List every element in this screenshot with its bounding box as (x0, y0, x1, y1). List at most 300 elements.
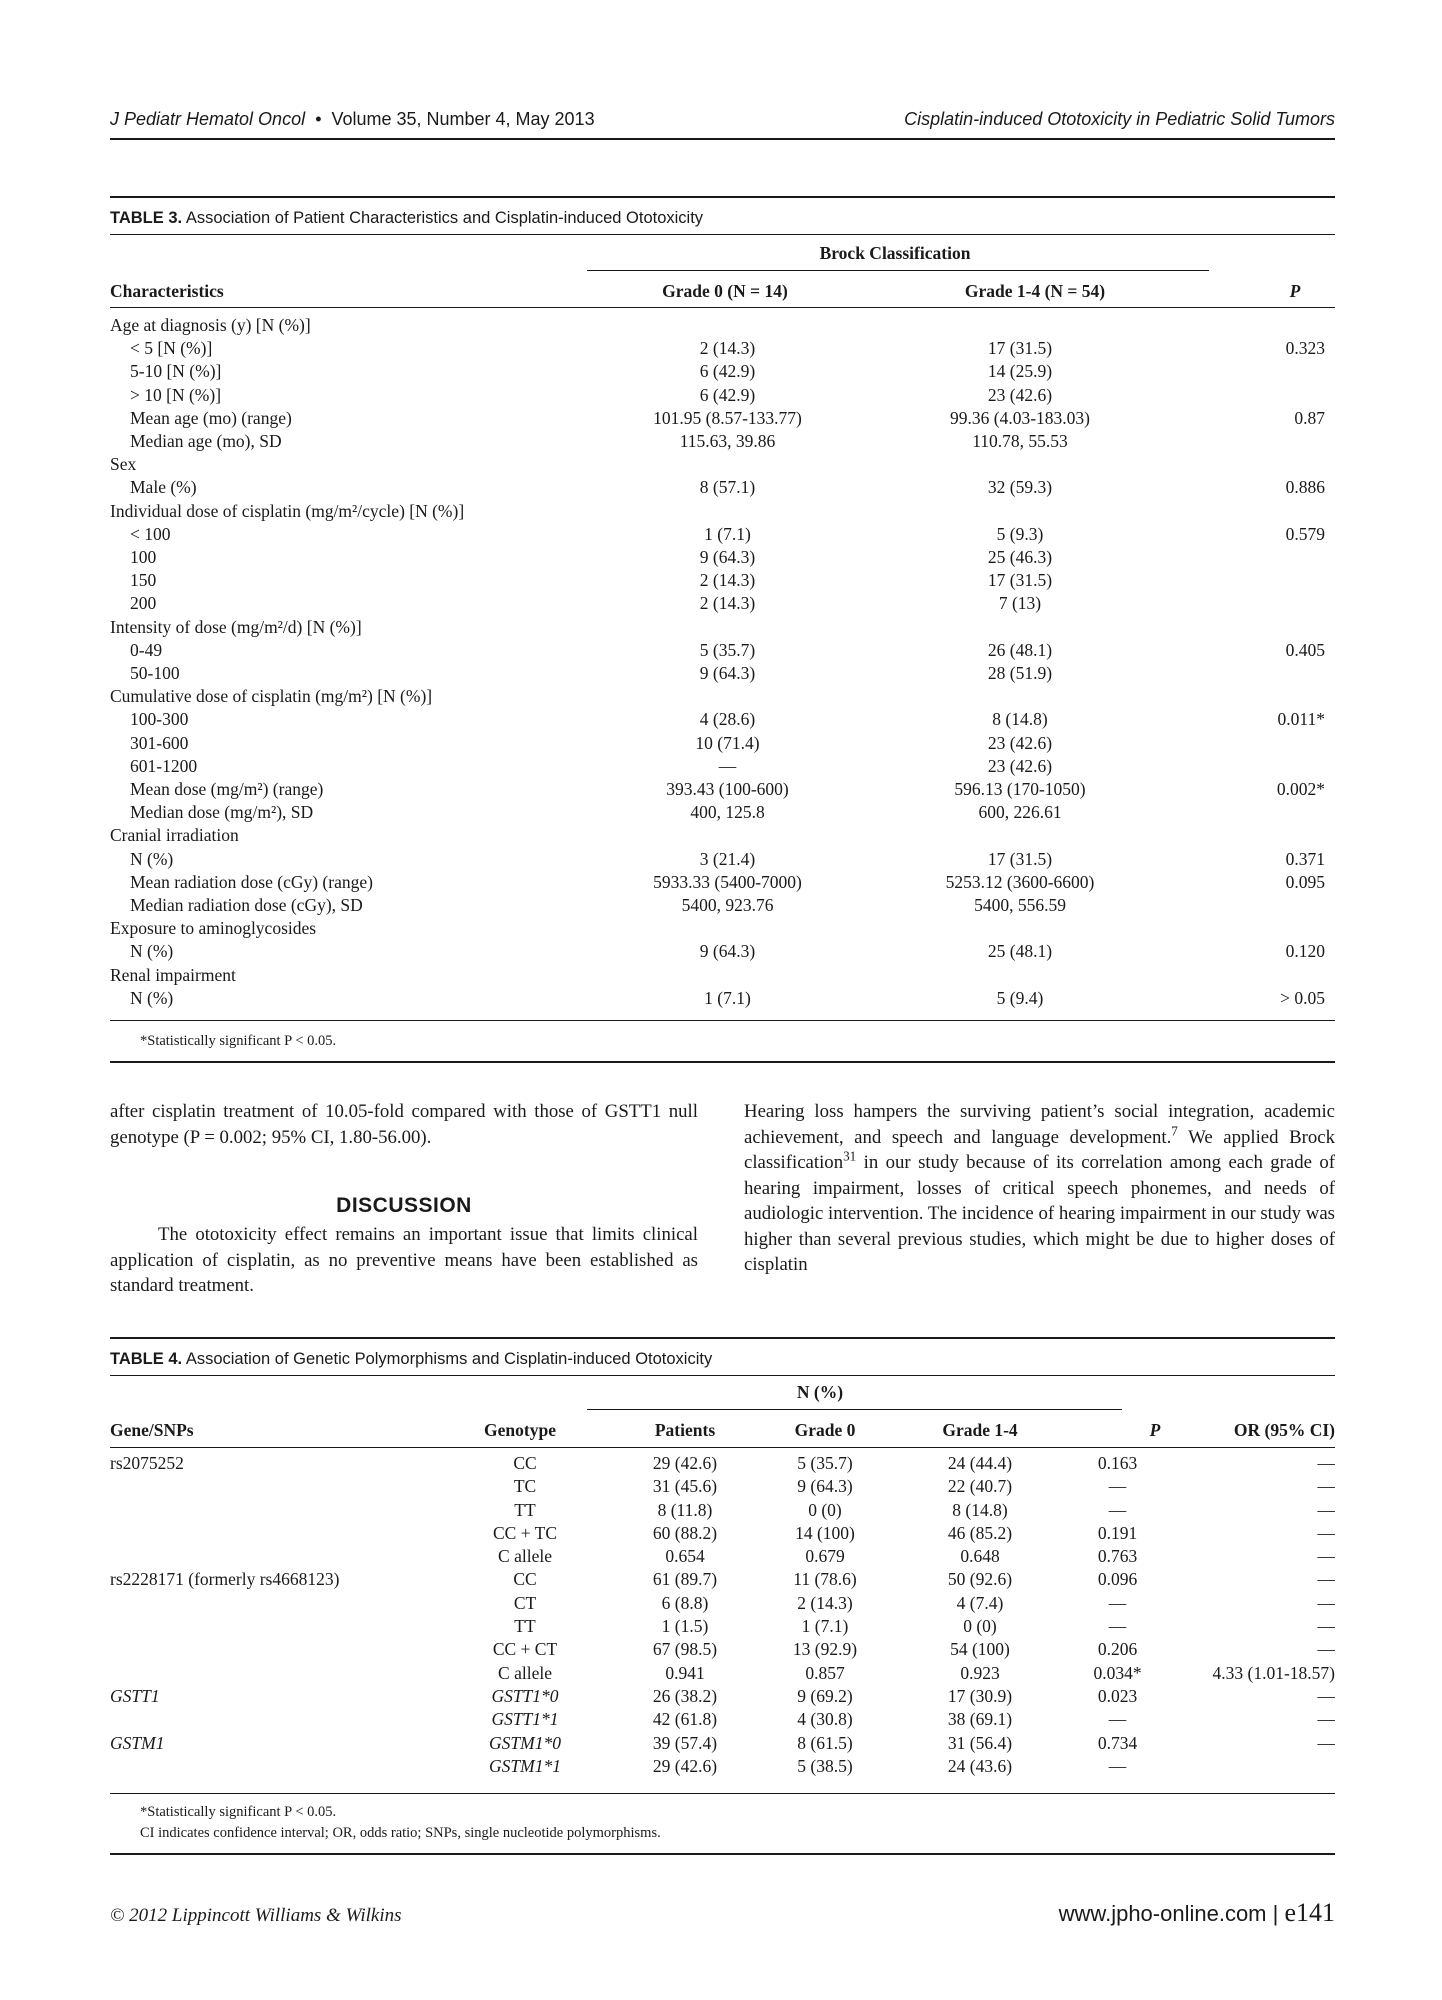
patients-value: 6 (8.8) (661, 1592, 709, 1613)
table4-body (110, 1452, 1335, 1778)
discussion-paragraph (110, 1222, 698, 1299)
p-value: 0.191 (1097, 1522, 1138, 1543)
genotype: GSTT1*0 (491, 1685, 559, 1706)
p-value (1175, 801, 1335, 824)
p-value (1175, 314, 1335, 337)
grade0-value: 9 (64.3) (699, 547, 756, 568)
row-label: N (%) (130, 848, 174, 869)
table3-row (110, 314, 1335, 337)
genotype: CC (513, 1453, 537, 1473)
gene-name (110, 1638, 440, 1661)
table4-group-header: N (%) (796, 1382, 844, 1402)
table4-col-p: P (1149, 1420, 1161, 1440)
table3-row (110, 662, 1335, 685)
p-value (1175, 732, 1335, 755)
row-label: Cranial irradiation (110, 825, 239, 846)
grade0-value (590, 500, 865, 523)
gene-name (110, 1545, 440, 1568)
grade14-value: 24 (44.4) (947, 1453, 1013, 1473)
table3-group-rule (587, 270, 1209, 271)
gene-name: rs2228171 (formerly rs4668123) (110, 1569, 340, 1590)
discussion-heading: DISCUSSION (336, 1194, 472, 1217)
table3-row (110, 848, 1335, 871)
table4-row (110, 1522, 1335, 1545)
p-value: — (1108, 1709, 1127, 1730)
table4-header-rule (110, 1447, 1335, 1448)
table3-row (110, 964, 1335, 987)
hearing-text-b: We applied Brock classification (744, 1126, 1335, 1173)
table3-row (110, 407, 1335, 430)
genotype: TC (513, 1476, 537, 1497)
citation-7: 7 (1171, 1123, 1178, 1139)
table4-row (110, 1662, 1335, 1685)
grade14-value (865, 824, 1175, 847)
hearing-text-a: Hearing loss hampers the surviving patient’s social integration, academic achievement, and speech and language development. (744, 1101, 1335, 1148)
table3-row (110, 732, 1335, 755)
p-value: 0.096 (1097, 1569, 1138, 1590)
patients-value: 8 (11.8) (657, 1499, 713, 1520)
genotype: CC + CT (492, 1639, 558, 1660)
table3-caption (110, 209, 703, 228)
table3-col-grade14: Grade 1-4 (N = 54) (964, 281, 1106, 301)
row-label: Male (%) (130, 477, 197, 498)
patients-value: 1 (1.5) (661, 1616, 709, 1637)
p-value (1175, 384, 1335, 407)
p-value: 0.011* (1277, 709, 1325, 730)
p-value (1175, 616, 1335, 639)
table4-row (110, 1545, 1335, 1568)
patients-value: 31 (45.6) (652, 1476, 718, 1497)
table3-row (110, 616, 1335, 639)
grade14-value: 99.36 (4.03-183.03) (950, 407, 1090, 428)
grade0-value: 0.679 (805, 1546, 845, 1567)
p-value: 0.002* (1276, 779, 1325, 800)
grade0-value (590, 453, 865, 476)
row-label: Exposure to aminoglycosides (110, 918, 317, 939)
table3-row (110, 778, 1335, 801)
table3-group-header: Brock Classification (819, 243, 971, 263)
row-label: 5-10 [N (%)] (130, 361, 222, 382)
p-value (1175, 592, 1335, 615)
table3-header-rule (110, 307, 1335, 308)
table4-row (110, 1499, 1335, 1522)
table4-row (110, 1452, 1335, 1475)
p-value (1175, 430, 1335, 453)
table3-row (110, 685, 1335, 708)
p-value: 0.371 (1285, 848, 1325, 869)
row-label: Median radiation dose (cGy), SD (130, 895, 363, 916)
row-label: Cumulative dose of cisplatin (mg/m²) [N (%)] (110, 686, 433, 707)
table3-row (110, 755, 1335, 778)
row-label: 200 (130, 593, 157, 614)
p-value (1175, 546, 1335, 569)
row-label: Mean dose (mg/m²) (range) (130, 779, 324, 800)
grade0-value: 5933.33 (5400-7000) (653, 871, 802, 892)
table3-row (110, 824, 1335, 847)
table3-row (110, 801, 1335, 824)
p-value (1175, 755, 1335, 778)
table4-row (110, 1592, 1335, 1615)
grade0-value: 9 (64.3) (699, 663, 756, 684)
grade14-value: 50 (92.6) (947, 1569, 1013, 1590)
odds-ratio: — (1317, 1522, 1335, 1543)
grade0-value: 115.63, 39.86 (679, 431, 776, 452)
grade0-value: 2 (14.3) (699, 338, 756, 359)
grade0-value: 8 (61.5) (797, 1732, 853, 1753)
table3-row (110, 546, 1335, 569)
p-value: > 0.05 (1280, 987, 1325, 1008)
odds-ratio: — (1317, 1546, 1335, 1567)
grade0-value: 3 (21.4) (699, 848, 756, 869)
genotype: TT (514, 1616, 536, 1637)
grade14-value: 0 (0) (963, 1616, 997, 1637)
genotype: C allele (498, 1546, 552, 1567)
grade14-value: 17 (31.5) (987, 338, 1053, 359)
row-label: 601-1200 (130, 755, 198, 776)
patients-value: 61 (89.7) (652, 1569, 718, 1590)
table3-row (110, 453, 1335, 476)
grade0-value (590, 314, 865, 337)
p-value: — (1108, 1592, 1127, 1613)
row-label: Renal impairment (110, 964, 236, 985)
grade0-value: 5 (35.7) (797, 1453, 853, 1473)
row-label: Intensity of dose (mg/m²/d) [N (%)] (110, 616, 362, 637)
patients-value: 0.654 (665, 1546, 705, 1567)
grade14-value: 5 (9.3) (996, 523, 1044, 544)
genotype: GSTM1*0 (489, 1732, 561, 1753)
odds-ratio: 4.33 (1.01-18.57) (1212, 1662, 1335, 1683)
grade14-value: 0.648 (960, 1546, 1000, 1567)
p-value: — (1108, 1616, 1127, 1637)
row-label: Median dose (mg/m²), SD (130, 802, 314, 823)
grade0-value: 10 (71.4) (695, 732, 760, 753)
table3-row (110, 476, 1335, 499)
patients-value: 29 (42.6) (652, 1453, 718, 1473)
table3-row (110, 894, 1335, 917)
grade14-value (865, 616, 1175, 639)
results-paragraph-end: after cisplatin treatment of 10.05-fold compared with those of GSTT1 null genotype (P = 0.002; 95% CI, 1.80-56.00). (110, 1101, 698, 1148)
p-value (1175, 662, 1335, 685)
table4-group-rule (587, 1409, 1122, 1410)
row-label: Age at diagnosis (y) [N (%)] (110, 315, 311, 335)
odds-ratio: — (1317, 1685, 1335, 1706)
table3-body (110, 314, 1335, 1010)
row-label: N (%) (130, 941, 174, 962)
journal-name: J Pediatr Hematol Oncol (110, 109, 306, 129)
gene-name (110, 1499, 440, 1522)
table4-row (110, 1475, 1335, 1498)
grade0-value (590, 824, 865, 847)
p-value: 0.023 (1097, 1685, 1138, 1706)
table4-row (110, 1755, 1335, 1778)
genotype: TT (514, 1499, 536, 1520)
table4-col-grade14: Grade 1-4 (942, 1420, 1018, 1440)
p-value (1175, 824, 1335, 847)
table3-caption-text: Association of Patient Characteristics and Cisplatin-induced Ototoxicity (185, 209, 704, 227)
genotype: C allele (498, 1662, 552, 1683)
p-value: 0.87 (1294, 407, 1325, 428)
p-value: 0.034* (1093, 1662, 1142, 1683)
gene-name (110, 1615, 440, 1638)
row-label: Sex (110, 454, 137, 475)
grade14-value: 110.78, 55.53 (972, 431, 1068, 452)
grade14-value: 0.923 (960, 1662, 1000, 1683)
website-link[interactable]: www.jpho-online.com | (1058, 1901, 1285, 1926)
grade14-value: 600, 226.61 (978, 802, 1062, 823)
grade0-value (590, 616, 865, 639)
grade14-value (865, 453, 1175, 476)
grade14-value: 596.13 (170-1050) (954, 779, 1086, 800)
grade0-value: 8 (57.1) (699, 477, 756, 498)
grade14-value: 24 (43.6) (947, 1755, 1013, 1776)
grade0-value: 1 (7.1) (704, 987, 751, 1008)
p-value: 0.579 (1285, 523, 1325, 544)
genotype: GSTT1*1 (491, 1709, 559, 1730)
odds-ratio: — (1317, 1499, 1335, 1520)
grade0-value: 101.95 (8.57-133.77) (653, 407, 802, 428)
genotype: CC + TC (492, 1522, 557, 1543)
grade14-value: 32 (59.3) (987, 477, 1053, 498)
table4-caption (110, 1350, 712, 1369)
odds-ratio: — (1317, 1453, 1335, 1473)
p-value: 0.886 (1285, 477, 1325, 498)
table4-footnote-significance: *Statistically significant P < 0.05. (140, 1804, 337, 1820)
grade14-value (865, 500, 1175, 523)
header-rule (110, 138, 1335, 140)
row-label: Mean radiation dose (cGy) (range) (130, 871, 373, 892)
odds-ratio: — (1317, 1709, 1335, 1730)
grade14-value (865, 964, 1175, 987)
table4-row (110, 1708, 1335, 1731)
citation-31: 31 (843, 1148, 857, 1164)
volume-info: Volume 35, Number 4, May 2013 (331, 109, 595, 129)
p-value (1175, 500, 1335, 523)
page-number: e141 (1284, 1898, 1335, 1927)
table4-col-genotype: Genotype (484, 1420, 556, 1440)
grade14-value: 17 (31.5) (987, 848, 1053, 869)
grade0-value: 14 (100) (795, 1522, 855, 1543)
table3-row (110, 940, 1335, 963)
patients-value: 39 (57.4) (652, 1732, 718, 1753)
genotype: CC (513, 1569, 537, 1590)
grade0-value: 1 (7.1) (801, 1616, 849, 1637)
copyright-notice: © 2012 Lippincott Williams & Wilkins (110, 1905, 402, 1926)
table4-footnote-abbrev: CI indicates confidence interval; OR, odds ratio; SNPs, single nucleotide polymorphisms. (140, 1825, 661, 1841)
table3-rows (110, 314, 1335, 1010)
odds-ratio: — (1317, 1639, 1335, 1660)
grade0-value: 1 (7.1) (704, 523, 751, 544)
footer-right (1059, 1898, 1335, 1928)
p-value (1175, 685, 1335, 708)
grade0-value: 9 (64.3) (699, 941, 756, 962)
row-label: 100 (130, 547, 157, 568)
row-label: N (%) (130, 987, 174, 1008)
patients-value: 29 (42.6) (652, 1755, 718, 1776)
gene-name: GSTT1 (110, 1685, 160, 1706)
grade14-value: 5253.12 (3600-6600) (945, 871, 1095, 892)
odds-ratio: — (1317, 1616, 1335, 1637)
table3-end-rule (110, 1061, 1335, 1063)
row-label: Individual dose of cisplatin (mg/m²/cycle) [N (%)] (110, 500, 465, 521)
p-value (1175, 453, 1335, 476)
grade14-value: 14 (25.9) (987, 361, 1053, 382)
row-label: < 100 (130, 523, 171, 544)
grade14-value: 5400, 556.59 (974, 895, 1066, 916)
grade0-value: 5400, 923.76 (681, 895, 774, 916)
table4-row (110, 1638, 1335, 1661)
row-label: < 5 [N (%)] (130, 338, 213, 359)
grade0-value: 0 (0) (808, 1499, 842, 1520)
row-label: 0-49 (130, 639, 163, 660)
hearing-loss-paragraph (744, 1099, 1335, 1278)
grade14-value: 23 (42.6) (987, 384, 1053, 405)
grade14-value: 22 (40.7) (947, 1476, 1013, 1497)
grade14-value: 23 (42.6) (987, 732, 1053, 753)
p-value: 0.163 (1097, 1453, 1138, 1473)
discussion-paragraph-text: The ototoxicity effect remains an important issue that limits clinical application of cisplatin, as no preventive means have been established as standard treatment. (110, 1224, 698, 1296)
p-value: 0.763 (1097, 1546, 1138, 1567)
table4-col-grade0: Grade 0 (794, 1420, 856, 1440)
table3-col-grade0: Grade 0 (N = 14) (662, 281, 788, 301)
table4-col-gene: Gene/SNPs (110, 1420, 194, 1440)
grade14-value (865, 314, 1175, 337)
gene-name (110, 1475, 440, 1498)
row-label: > 10 [N (%)] (130, 384, 222, 405)
grade14-value: 5 (9.4) (996, 987, 1044, 1008)
running-header-left (110, 109, 595, 130)
grade0-value: 2 (14.3) (699, 570, 756, 591)
odds-ratio: — (1317, 1569, 1335, 1590)
right-column (744, 1099, 1335, 1278)
gene-name (110, 1592, 440, 1615)
table3-row (110, 337, 1335, 360)
grade14-value: 8 (14.8) (952, 1499, 1008, 1520)
grade0-value: 5 (35.7) (699, 639, 756, 660)
grade14-value: 17 (30.9) (947, 1685, 1013, 1706)
row-label: Median age (mo), SD (130, 431, 282, 452)
table3-row (110, 360, 1335, 383)
table3-row (110, 917, 1335, 940)
table3-row (110, 639, 1335, 662)
grade0-value: 2 (14.3) (699, 593, 756, 614)
gene-name: rs2075252 (110, 1453, 184, 1473)
table3-row (110, 871, 1335, 894)
grade14-value: 23 (42.6) (987, 755, 1053, 776)
grade0-value: 6 (42.9) (699, 361, 756, 382)
grade0-value: 6 (42.9) (699, 384, 756, 405)
table3-row (110, 987, 1335, 1010)
grade0-value: 4 (30.8) (797, 1709, 853, 1730)
p-value: 0.734 (1097, 1732, 1138, 1753)
grade14-value: 31 (56.4) (947, 1732, 1013, 1753)
grade0-value (590, 917, 865, 940)
grade14-value: 17 (31.5) (987, 570, 1053, 591)
odds-ratio: — (1317, 1592, 1335, 1613)
table4-label: TABLE 4. (110, 1350, 183, 1368)
p-value (1175, 894, 1335, 917)
grade0-value: 9 (64.3) (797, 1476, 853, 1497)
table4-bottom-rule (110, 1793, 1335, 1794)
p-value (1175, 569, 1335, 592)
p-value: 0.095 (1285, 871, 1325, 892)
table4-end-rule (110, 1853, 1335, 1855)
patients-value: 0.941 (665, 1662, 705, 1683)
table3-row (110, 500, 1335, 523)
running-header-title: Cisplatin-induced Ototoxicity in Pediatric Solid Tumors (904, 109, 1335, 129)
grade14-value: 28 (51.9) (987, 663, 1053, 684)
grade14-value: 7 (13) (998, 593, 1042, 614)
odds-ratio: — (1317, 1732, 1335, 1753)
odds-ratio (1165, 1755, 1335, 1778)
table3-footnote: *Statistically significant P < 0.05. (140, 1033, 337, 1049)
table3-top-rule (110, 196, 1335, 198)
table4-row (110, 1568, 1335, 1591)
table3-row (110, 523, 1335, 546)
grade14-value: 54 (100) (950, 1639, 1010, 1660)
table3-row (110, 430, 1335, 453)
genotype: GSTM1*1 (489, 1755, 561, 1776)
table4-col-or: OR (95% CI) (1233, 1420, 1335, 1440)
table3-row (110, 708, 1335, 731)
genotype: CT (513, 1592, 537, 1613)
p-value (1175, 964, 1335, 987)
hearing-text-c: in our study because of its correlation among each grade of hearing impairment, losses of critical speech phonemes, and needs of audiologic intervention. The incidence of hearing impairment in our study was higher than several previous studies, which might be due to higher doses of cisplatin (744, 1152, 1335, 1275)
patients-value: 67 (98.5) (652, 1639, 718, 1660)
table3-row (110, 592, 1335, 615)
table4-caption-text: Association of Genetic Polymorphisms and Cisplatin-induced Ototoxicity (185, 1350, 713, 1368)
grade0-value: 2 (14.3) (797, 1592, 853, 1613)
table4-row (110, 1615, 1335, 1638)
p-value (1175, 360, 1335, 383)
left-column (110, 1099, 698, 1150)
p-value: — (1108, 1755, 1127, 1776)
grade0-value: 11 (78.6) (793, 1569, 857, 1590)
grade14-value: 25 (46.3) (987, 547, 1053, 568)
grade0-value: 13 (92.9) (792, 1639, 858, 1660)
grade14-value: 4 (7.4) (956, 1592, 1004, 1613)
p-value (1175, 917, 1335, 940)
p-value: — (1108, 1499, 1127, 1520)
grade0-value: 400, 125.8 (690, 802, 765, 823)
row-label: 301-600 (130, 732, 189, 753)
row-label: 150 (130, 570, 157, 591)
grade0-value: 0.857 (805, 1662, 845, 1683)
grade14-value: 46 (85.2) (947, 1522, 1013, 1543)
p-value: — (1108, 1476, 1127, 1497)
row-label: 50-100 (130, 663, 180, 684)
gene-name: GSTM1 (110, 1732, 165, 1753)
p-value: 0.120 (1285, 941, 1325, 962)
patients-value: 42 (61.8) (652, 1709, 718, 1730)
table3-caption-rule (110, 234, 1335, 235)
table3-label: TABLE 3. (110, 209, 183, 227)
gene-name (110, 1755, 440, 1778)
grade14-value (865, 917, 1175, 940)
patients-value: 26 (38.2) (652, 1685, 718, 1706)
p-value: 0.206 (1097, 1639, 1138, 1660)
grade0-value (590, 685, 865, 708)
table4-caption-rule (110, 1375, 1335, 1376)
odds-ratio: — (1317, 1476, 1335, 1497)
table3-row (110, 384, 1335, 407)
grade0-value (590, 964, 865, 987)
table3-bottom-rule (110, 1020, 1335, 1021)
grade14-value: 8 (14.8) (992, 709, 1048, 730)
gene-name (110, 1662, 440, 1685)
table3-row (110, 569, 1335, 592)
grade0-value: 4 (28.6) (699, 709, 756, 730)
bullet-separator: • (310, 109, 327, 129)
